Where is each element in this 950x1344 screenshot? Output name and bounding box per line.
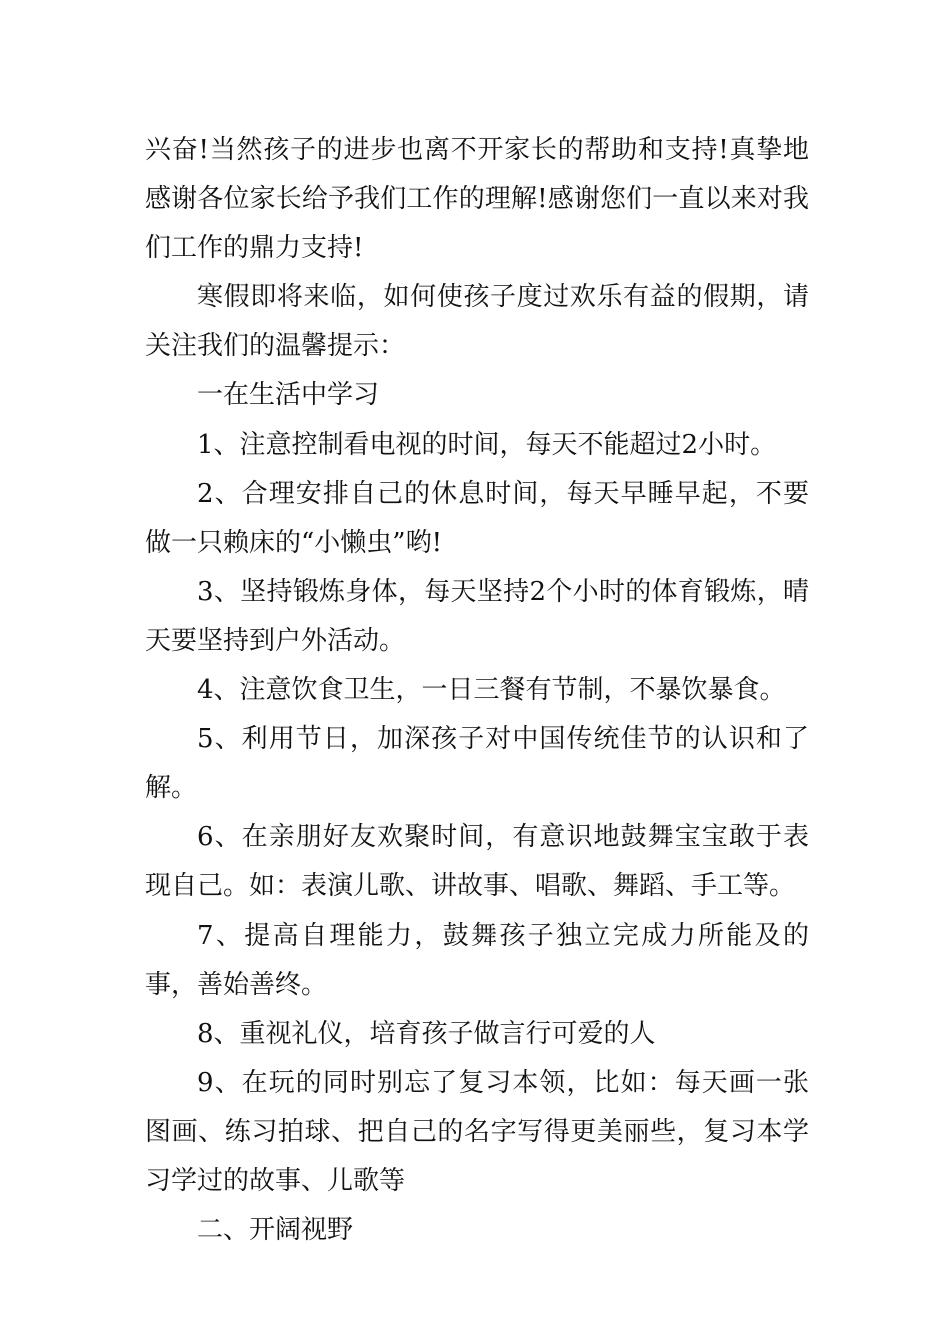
list-item-1: 1、注意控制看电视的时间，每天不能超过2小时。 (197, 429, 777, 460)
document-body (145, 126, 809, 1255)
list-item-8: 8、重视礼仪，培育孩子做言行可爱的人 (197, 1018, 656, 1049)
paragraph-intro: 寒假即将来临，如何使孩子度过欢乐有益的假期，请关注我们的温馨提示： (145, 282, 809, 362)
list-item-4: 4、注意饮食卫生，一日三餐有节制，不暴饮暴食。 (197, 675, 786, 706)
list-item-3: 3、坚持锻炼身体，每天坚持2个小时的体育锻炼，晴天要坚持到户外活动。 (145, 576, 809, 656)
paragraph-thanks: 兴奋!当然孩子的进步也离不开家长的帮助和支持!真挚地感谢各位家长给予我们工作的理解!感谢您们一直以来对我们工作的鼎力支持! (145, 135, 809, 264)
list-item-7: 7、提高自理能力，鼓舞孩子独立完成力所能及的事，善始善终。 (145, 920, 809, 1000)
list-item-5: 5、利用节日，加深孩子对中国传统佳节的认识和了解。 (145, 724, 809, 804)
section-heading-broaden-horizons: 二、开阔视野 (197, 1215, 354, 1246)
list-item-2: 2、合理安排自己的休息时间，每天早睡早起，不要做一只赖床的“小懒虫”哟! (145, 478, 809, 558)
section-heading-life-learning: 一在生活中学习 (197, 380, 380, 411)
list-item-6: 6、在亲朋好友欢聚时间，有意识地鼓舞宝宝敢于表现自己。如：表演儿歌、讲故事、唱歌、舞蹈、手工等。 (145, 822, 809, 902)
list-item-9: 9、在玩的同时别忘了复习本领，比如：每天画一张图画、练习拍球、把自己的名字写得更美丽些，复习本学习学过的故事、儿歌等 (145, 1067, 809, 1196)
